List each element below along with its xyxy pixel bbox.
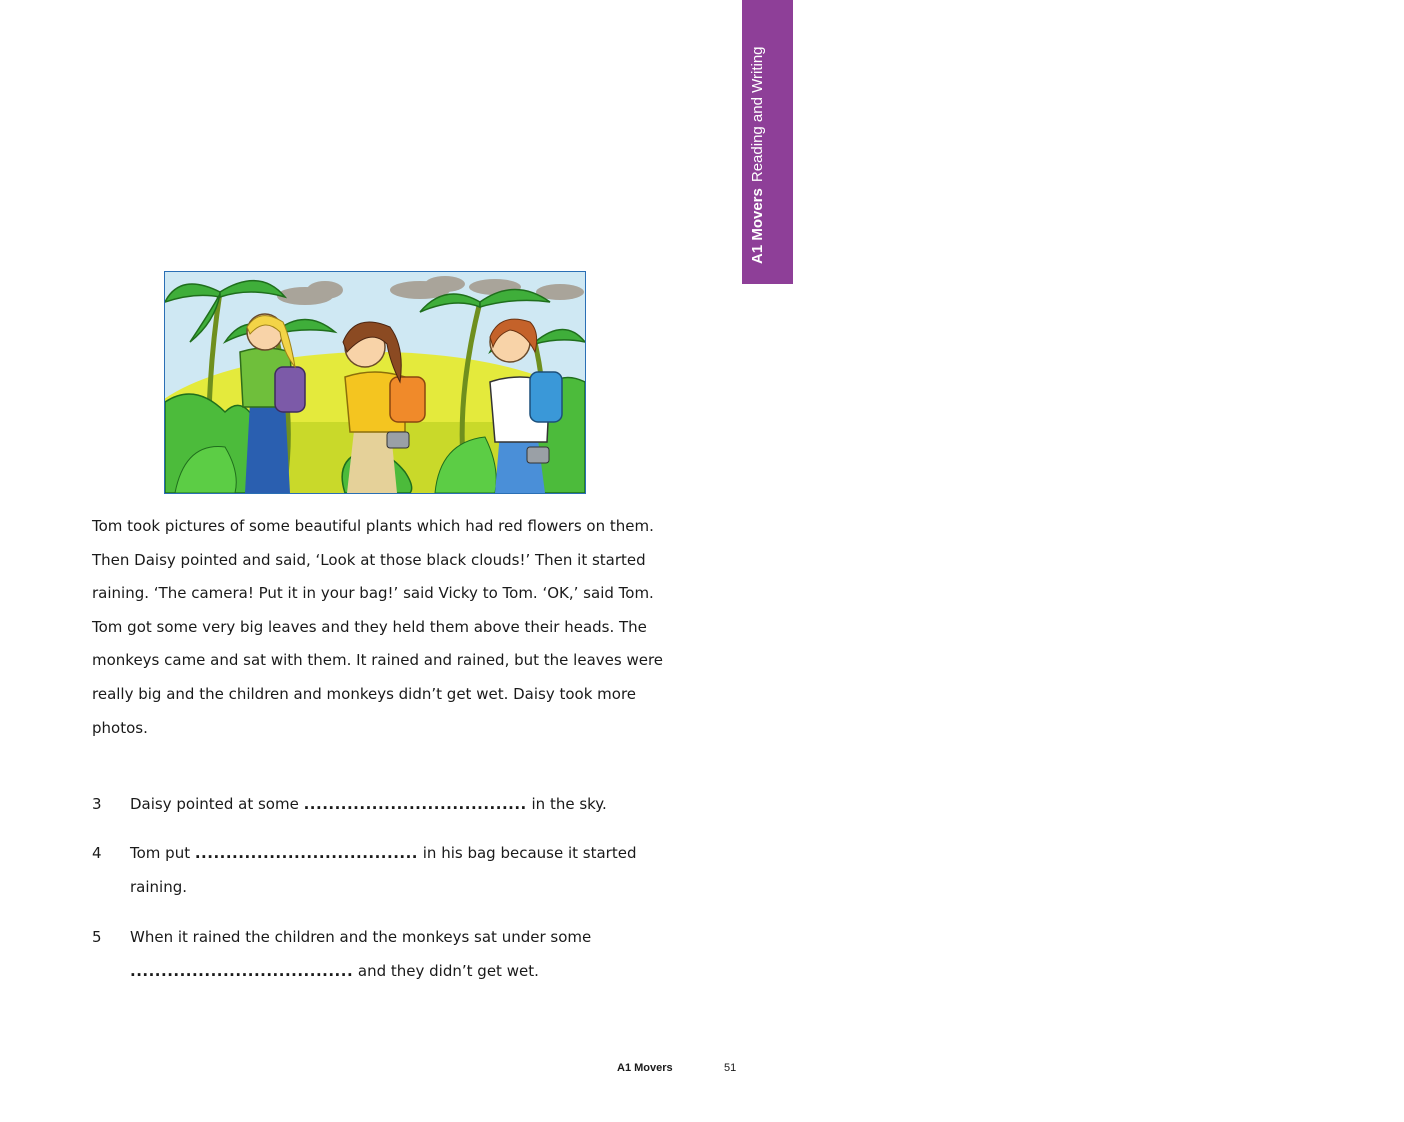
side-tab-label bbox=[749, 46, 767, 264]
footer-level-label: A1 Movers bbox=[617, 1062, 673, 1074]
story-line: really big and the children and monkeys didn’t get wet. Daisy took more bbox=[92, 684, 637, 703]
answer-blank[interactable]: .................................... bbox=[130, 961, 354, 980]
answer-blank[interactable]: .................................... bbox=[194, 844, 418, 862]
story-line: photos. bbox=[92, 718, 148, 737]
page-number: 51 bbox=[724, 1062, 737, 1074]
question-number: 5 bbox=[92, 928, 102, 946]
story-line: Tom got some very big leaves and they held them above their heads. The bbox=[92, 617, 647, 636]
story-line: Tom took pictures of some beautiful plants which had red flowers on them. bbox=[92, 517, 654, 535]
children-in-jungle-image bbox=[165, 272, 585, 493]
answer-blank[interactable]: .................................... bbox=[303, 795, 527, 813]
question-number: 3 bbox=[92, 795, 102, 813]
question-text: Daisy pointed at some .................................... in the sky. bbox=[130, 795, 607, 813]
story-paragraph bbox=[92, 510, 662, 745]
question-number: 4 bbox=[92, 844, 102, 862]
story-line: monkeys came and sat with them. It rained and rained, but the leaves were bbox=[92, 651, 664, 670]
question-text: When it rained the children and the monkeys sat under some .................................... and they didn’t get wet. bbox=[130, 928, 592, 980]
side-tab-section: Reading and Writing bbox=[749, 46, 766, 183]
story-line: raining. ‘The camera! Put it in your bag!’ said Vicky to Tom. ‘OK,’ said Tom. bbox=[92, 584, 654, 603]
story-line: Then Daisy pointed and said, ‘Look at those black clouds!’ Then it started bbox=[92, 550, 646, 569]
side-tab-level: A1 Movers bbox=[749, 188, 766, 264]
question-text: Tom put .................................... in his bag because it started raining. bbox=[130, 844, 637, 896]
jungle-illustration bbox=[164, 271, 586, 494]
section-side-tab bbox=[742, 0, 793, 284]
